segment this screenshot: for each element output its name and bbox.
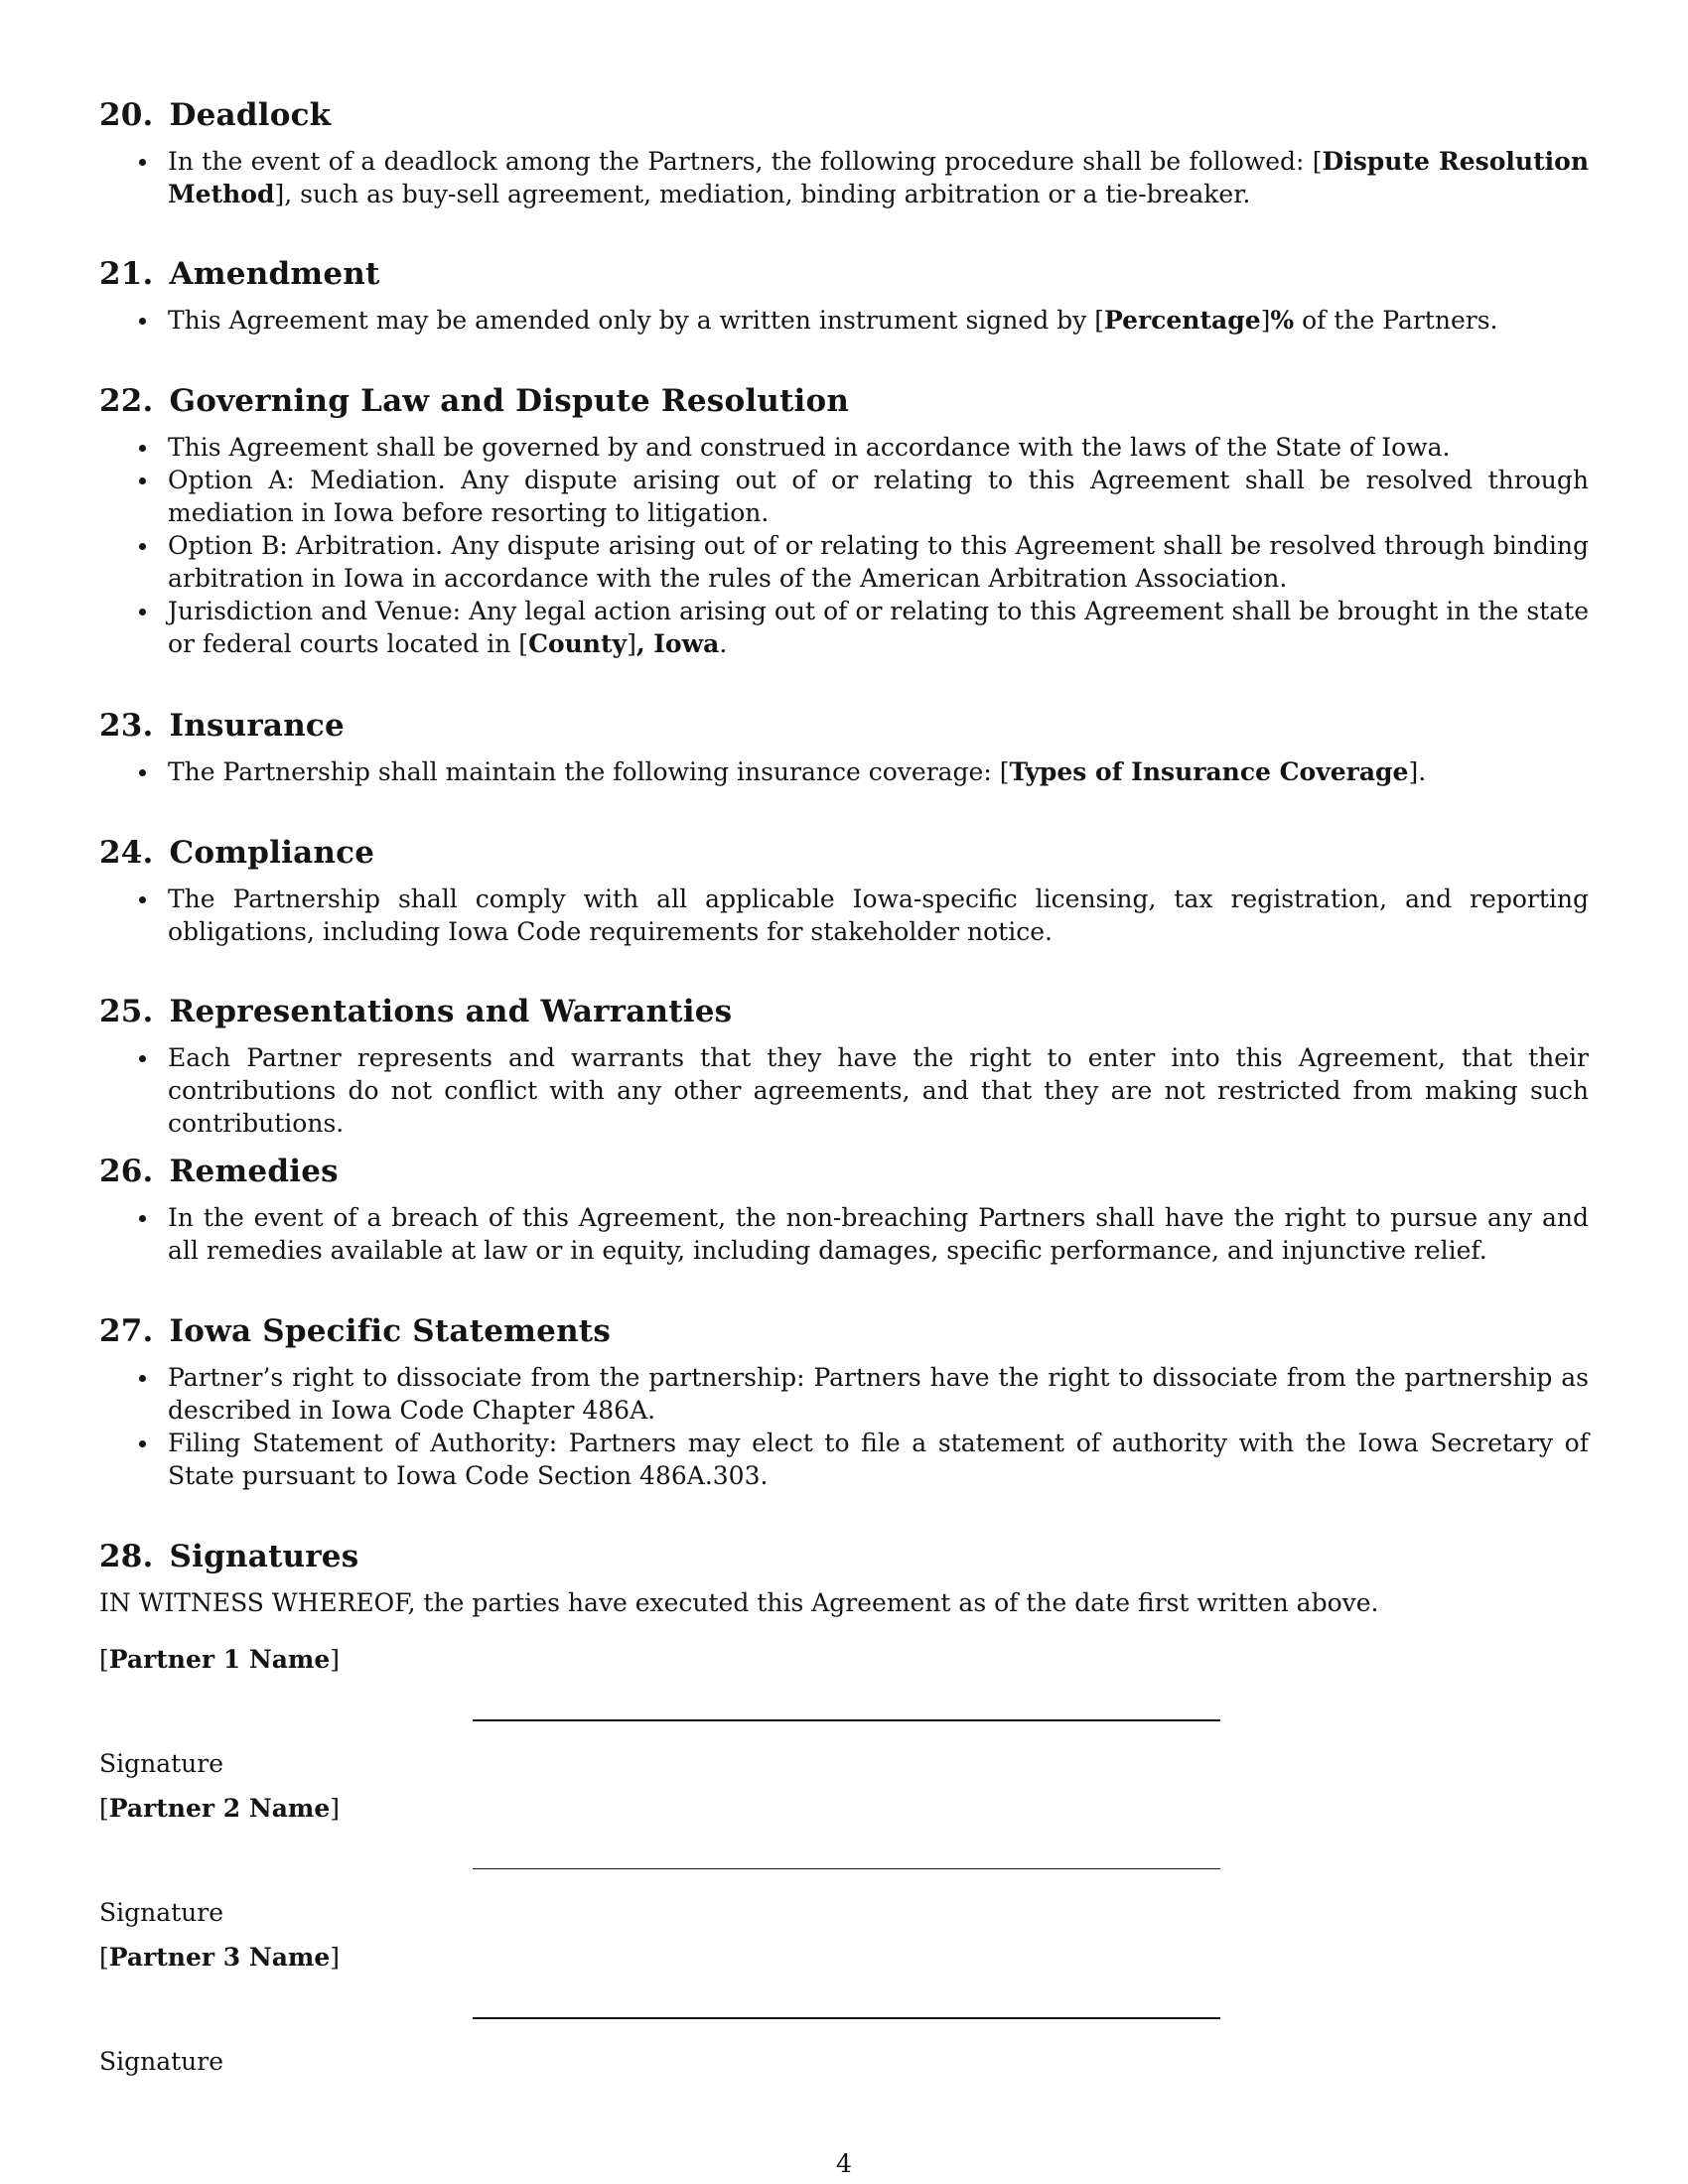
section-heading: 20. Deadlock [99, 97, 332, 133]
list-item: The Partnership shall maintain the following insurance coverage: [Types of Insurance Coverage]. [99, 755, 1589, 788]
partner-name: [Partner 2 Name] [99, 1794, 341, 1823]
section-heading: 23. Insurance [99, 708, 345, 744]
placeholder-field: Types of Insurance Coverage [1009, 757, 1409, 786]
list-item: Partner’s right to dissociate from the partnership: Partners have the right to dissociate from the partnership as described in Iowa Code Chapter 486A. [99, 1361, 1589, 1427]
signature-label: Signature [99, 2047, 224, 2076]
bullet-list [99, 1361, 1589, 1492]
bullet-list [99, 304, 1589, 337]
list-item: The Partnership shall comply with all applicable Iowa-specific licensing, tax registration, and reporting obligations, including Iowa Code requirements for stakeholder notice. [99, 883, 1589, 948]
section-heading: 28. Signatures [99, 1539, 359, 1574]
signature-label: Signature [99, 1749, 224, 1778]
signature-block-partner-2 [99, 1792, 1589, 1941]
list-item: In the event of a deadlock among the Partners, the following procedure shall be followed: [Dispute Resolution Method], such as buy-sell agreement, mediation, binding arbitration or a tie-breaker. [99, 145, 1589, 210]
placeholder-field: Percentage [1103, 306, 1261, 335]
section-compliance [99, 833, 1589, 948]
bullet-list [99, 431, 1589, 660]
partner-name: [Partner 3 Name] [99, 1943, 341, 1972]
bullet-list [99, 1201, 1589, 1267]
section-heading: 27. Iowa Specific Statements [99, 1313, 611, 1349]
list-item: Filing Statement of Authority: Partners may elect to file a statement of authority with the Iowa Secretary of State pursuant to Iowa Code Section 486A.303. [99, 1427, 1589, 1492]
partner-name: [Partner 1 Name] [99, 1645, 341, 1674]
signature-line[interactable] [473, 2017, 1220, 2019]
list-item: Option A: Mediation. Any dispute arising out of or relating to this Agreement shall be resolved through mediation in Iowa before resorting to litigation. [99, 464, 1589, 529]
signature-block-partner-1 [99, 1643, 1589, 1792]
placeholder-field: Dispute Resolution Method [168, 147, 1589, 208]
section-heading: 26. Remedies [99, 1154, 339, 1189]
page-number: 4 [836, 2149, 852, 2178]
list-item: This Agreement may be amended only by a written instrument signed by [Percentage]% of the Partners. [99, 304, 1589, 337]
section-representations [99, 992, 1589, 1140]
list-item: This Agreement shall be governed by and construed in accordance with the laws of the State of Iowa. [99, 431, 1589, 464]
document-page [99, 0, 1589, 2184]
section-remedies [99, 1152, 1589, 1267]
section-heading: 25. Representations and Warranties [99, 994, 733, 1029]
section-heading: 24. Compliance [99, 835, 375, 871]
list-item: Jurisdiction and Venue: Any legal action arising out of or relating to this Agreement shall be brought in the state or federal courts located in [County], Iowa. [99, 595, 1589, 660]
signature-label: Signature [99, 1898, 224, 1927]
bullet-list [99, 755, 1589, 788]
list-item: In the event of a breach of this Agreement, the non-breaching Partners shall have the right to pursue any and all remedies available at law or in equity, including damages, specific performance, and injunctive relief. [99, 1201, 1589, 1267]
witness-statement: IN WITNESS WHEREOF, the parties have executed this Agreement as of the date first written above. [99, 1588, 1379, 1617]
section-deadlock [99, 95, 1589, 210]
bullet-list [99, 883, 1589, 948]
list-item: Each Partner represents and warrants that they have the right to enter into this Agreement, that their contributions do not conflict with any other agreements, and that they are not restricted from making such contributions. [99, 1041, 1589, 1140]
signature-line[interactable] [473, 1719, 1220, 1721]
section-signatures [99, 1537, 1589, 1619]
bullet-list [99, 1041, 1589, 1140]
signature-block-partner-3 [99, 1941, 1589, 2090]
section-heading: 22. Governing Law and Dispute Resolution [99, 383, 850, 419]
placeholder-field: County [528, 629, 628, 658]
section-amendment [99, 254, 1589, 337]
section-iowa-specific [99, 1311, 1589, 1492]
section-heading: 21. Amendment [99, 256, 380, 292]
signature-line[interactable] [473, 1868, 1220, 1869]
list-item: Option B: Arbitration. Any dispute arising out of or relating to this Agreement shall be resolved through binding arbitration in Iowa in accordance with the rules of the American Arbitration Association. [99, 529, 1589, 595]
section-insurance [99, 706, 1589, 788]
bullet-list [99, 145, 1589, 210]
section-governing-law [99, 381, 1589, 660]
